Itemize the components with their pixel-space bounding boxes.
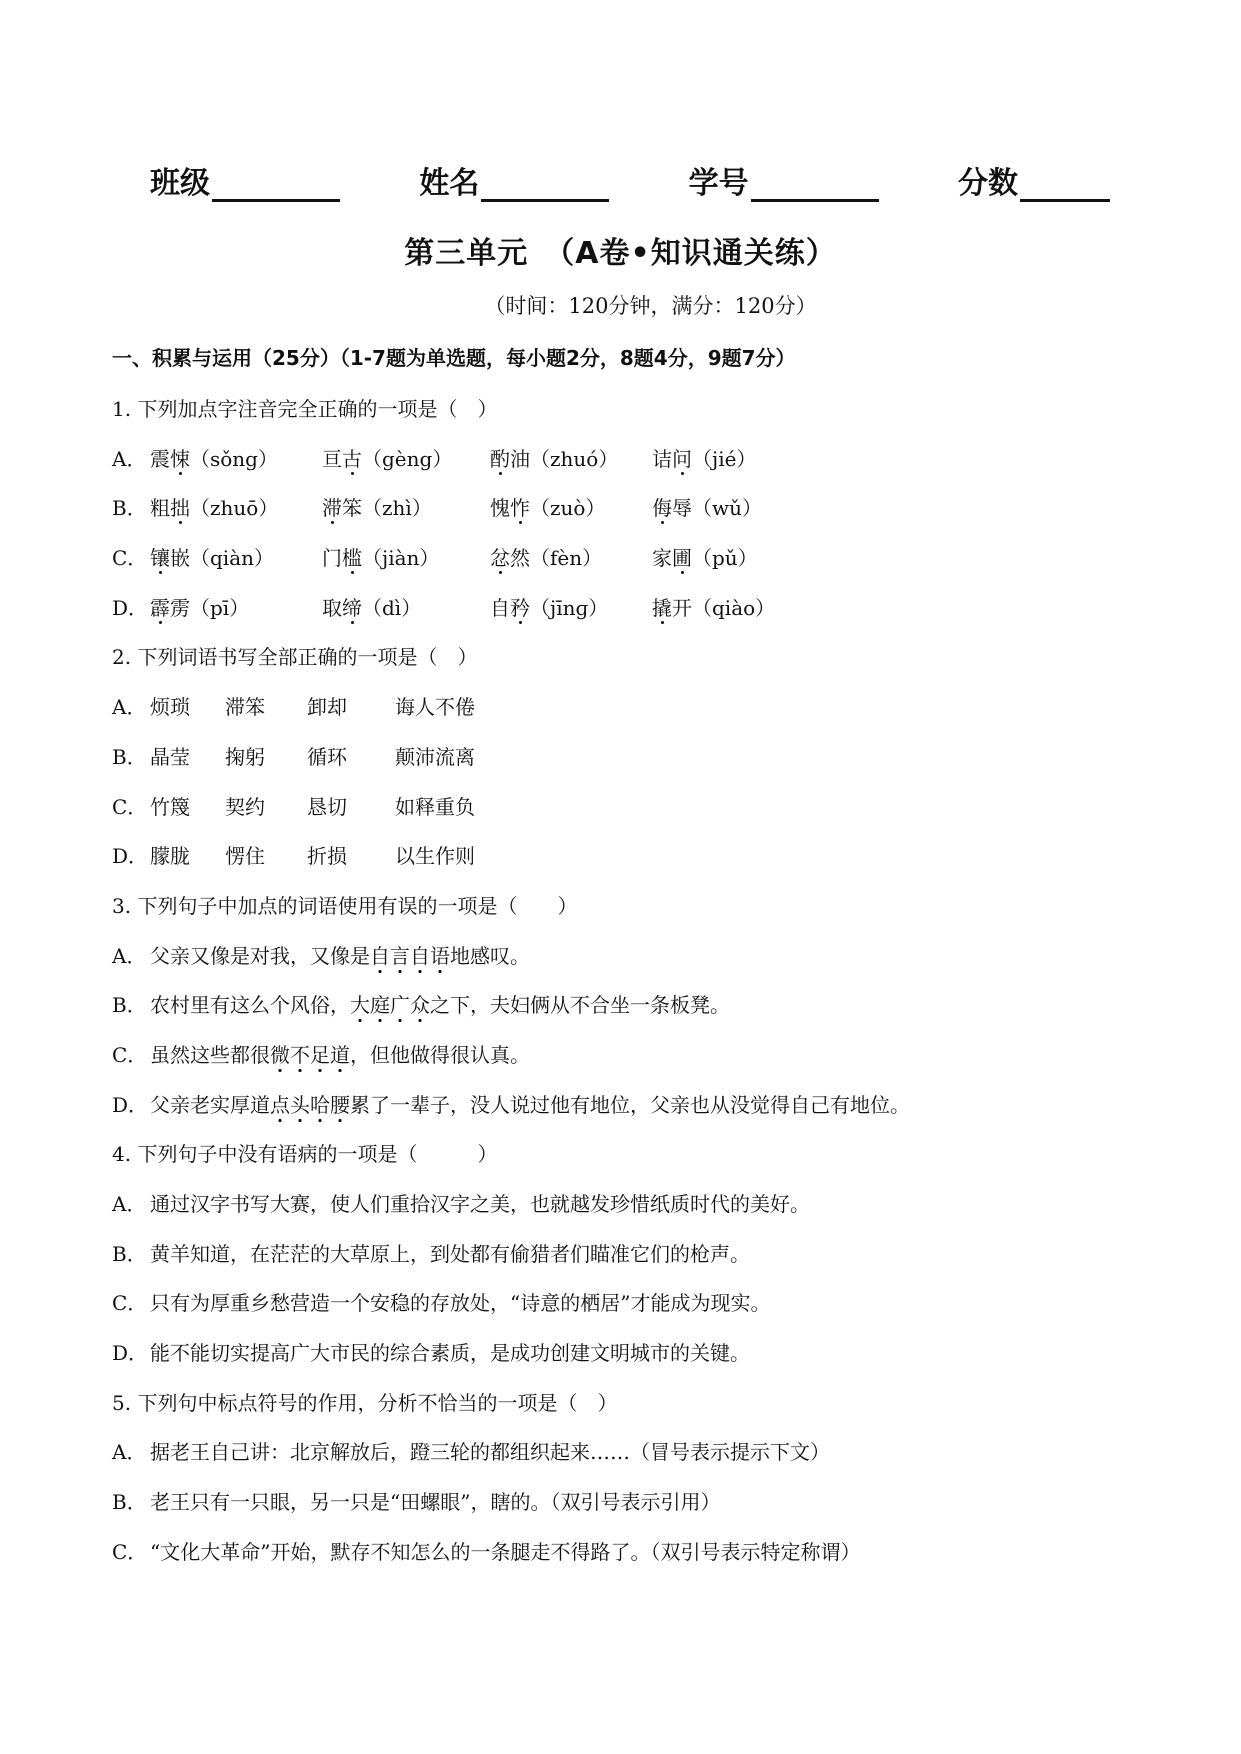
option-word: 契约 <box>225 794 265 819</box>
option-text: “文化大革命”开始，默存不知怎么的一条腿走不得路了。（双引号表示特定称谓） <box>150 1539 861 1564</box>
option-word: 竹篾 <box>150 794 190 819</box>
answer-option[interactable] <box>112 733 1172 783</box>
option-label: A． <box>112 1192 147 1216</box>
option-word: 霹雳（pī） <box>150 595 250 620</box>
option-word: 卸却 <box>307 695 347 720</box>
answer-option[interactable] <box>112 683 1172 733</box>
option-label: C． <box>112 794 148 819</box>
answer-option[interactable] <box>112 783 1172 833</box>
q1-options <box>112 435 1172 634</box>
option-word: 折损 <box>307 844 347 869</box>
dotted-phrase: 大庭广众 <box>350 993 430 1023</box>
answer-option[interactable] <box>112 1528 1172 1578</box>
answer-option[interactable] <box>112 932 1172 982</box>
student-info-row <box>150 158 1110 202</box>
dotted-char: 古 <box>342 446 362 471</box>
option-text: 黄羊知道，在茫茫的大草原上，到处都有偷猎者们瞄准它们的枪声。 <box>150 1241 750 1266</box>
dotted-char: 忿 <box>490 546 510 571</box>
option-word: 酌油（zhuó） <box>490 446 619 471</box>
question-stem: 4. 下列句子中没有语病的一项是（ ） <box>112 1142 498 1167</box>
q4-options <box>112 1180 1172 1379</box>
answer-option[interactable] <box>112 981 1172 1031</box>
option-label: C． <box>112 1042 148 1067</box>
option-label: B． <box>112 496 147 521</box>
option-label: C． <box>112 1539 148 1564</box>
option-word: 掬躬 <box>225 744 265 769</box>
dotted-char: 矜 <box>510 595 530 620</box>
dotted-char: 霹 <box>150 595 170 620</box>
option-label: B． <box>112 993 147 1018</box>
name-label: 姓名 <box>419 166 480 201</box>
option-word: 朦胧 <box>150 844 190 869</box>
option-word: 门槛（jiàn） <box>322 546 440 571</box>
dotted-char: 拙 <box>170 496 190 521</box>
option-text: 能不能切实提高广大市民的综合素质，是成功创建文明城市的关键。 <box>150 1341 750 1366</box>
option-word: 取缔（dì） <box>322 595 422 620</box>
class-blank[interactable] <box>212 165 340 202</box>
option-word: 晶莹 <box>150 744 190 769</box>
question-stem: 5. 下列句中标点符号的作用，分析不恰当的一项是（ ） <box>112 1390 618 1415</box>
option-word: 亘古（gèng） <box>322 446 453 471</box>
answer-option[interactable] <box>112 584 1172 634</box>
answer-option[interactable] <box>112 1180 1172 1230</box>
option-label: D． <box>112 1092 149 1117</box>
option-label: A． <box>112 695 147 720</box>
questions <box>112 385 1172 1578</box>
option-text: 通过汉字书写大赛，使人们重拾汉字之美，也就越发珍惜纸质时代的美好。 <box>150 1192 810 1216</box>
option-word: 家圃（pǔ） <box>652 546 758 571</box>
score-blank[interactable] <box>1020 165 1110 202</box>
score-field <box>958 158 1110 202</box>
option-word: 自矜（jīnɡ） <box>490 595 609 620</box>
dotted-phrase: 微不足道 <box>270 1043 350 1073</box>
dotted-char: 镶 <box>150 546 170 571</box>
answer-option[interactable] <box>112 484 1172 534</box>
dotted-char: 撬 <box>652 595 672 620</box>
unit-title: 第三单元 （A卷•知识通关练） <box>404 236 837 271</box>
option-text: 虽然这些都很微不足道，但他做得很认真。 <box>150 1031 530 1081</box>
option-word: 震悚（sǒng） <box>150 446 278 471</box>
dotted-char: 怍 <box>510 496 530 521</box>
dotted-char: 滞 <box>322 496 342 521</box>
option-word: 愧怍（zuò） <box>490 496 606 521</box>
question-stem: 3. 下列句子中加点的词语使用有误的一项是（ ） <box>112 893 578 918</box>
option-label: C． <box>112 1291 148 1316</box>
option-text: 老王只有一只眼，另一只是“田螺眼”，瞎的。（双引号表示引用） <box>150 1490 721 1515</box>
option-label: A． <box>112 1440 147 1465</box>
option-word: 烦琐 <box>150 695 190 720</box>
answer-option[interactable] <box>112 1329 1172 1379</box>
number-label: 学号 <box>688 166 749 201</box>
dotted-char: 圃 <box>672 546 692 571</box>
class-label: 班级 <box>150 166 210 201</box>
time-info: （时间：120分钟，满分：120分） <box>484 294 817 318</box>
option-word: 撬开（qiào） <box>652 595 776 620</box>
dotted-char: 酌 <box>490 446 510 471</box>
answer-option[interactable] <box>112 1478 1172 1528</box>
dotted-char: 侮 <box>652 496 672 521</box>
answer-option[interactable] <box>112 1428 1172 1478</box>
dotted-char: 槛 <box>342 546 362 571</box>
answer-option[interactable] <box>112 1230 1172 1280</box>
answer-option[interactable] <box>112 832 1172 882</box>
answer-option[interactable] <box>112 435 1172 485</box>
q5-options <box>112 1428 1172 1577</box>
option-text: 只有为厚重乡愁营造一个安稳的存放处，“诗意的栖居”才能成为现实。 <box>150 1291 771 1316</box>
dotted-char: 悚 <box>170 446 190 471</box>
dotted-char: 问 <box>672 446 692 471</box>
option-word: 忿然（fèn） <box>490 546 603 571</box>
name-blank[interactable] <box>481 165 609 202</box>
option-word: 颠沛流离 <box>395 744 475 769</box>
dotted-phrase: 点头哈腰 <box>270 1093 350 1123</box>
option-text: 父亲老实厚道点头哈腰累了一辈子，没人说过他有地位，父亲也从没觉得自己有地位。 <box>150 1081 910 1131</box>
option-word: 侮辱（wǔ） <box>652 496 762 521</box>
answer-option[interactable] <box>112 534 1172 584</box>
answer-option[interactable] <box>112 1279 1172 1329</box>
option-word: 诲人不倦 <box>395 695 475 720</box>
option-label: A． <box>112 943 147 968</box>
option-word: 循环 <box>307 744 347 769</box>
answer-option[interactable] <box>112 1081 1172 1131</box>
name-field <box>419 158 609 202</box>
option-word: 诘问（jié） <box>652 446 757 471</box>
option-label: D． <box>112 1341 149 1366</box>
option-label: B． <box>112 1490 147 1515</box>
option-word: 镶嵌（qiàn） <box>150 546 275 571</box>
option-word: 粗拙（zhuō） <box>150 496 279 521</box>
number-blank[interactable] <box>751 165 879 202</box>
score-label: 分数 <box>957 166 1018 201</box>
option-text: 据老王自己讲：北京解放后，蹬三轮的都组织起来……（冒号表示提示下文） <box>150 1440 830 1465</box>
q2-options <box>112 683 1172 882</box>
section-title: 一、积累与运用（25分）（1-7题为单选题，每小题2分，8题4分，9题7分） <box>112 346 796 370</box>
option-word: 以生作则 <box>395 844 475 869</box>
option-word: 如释重负 <box>395 794 475 819</box>
question-stem: 2. 下列词语书写全部正确的一项是（ ） <box>112 645 478 670</box>
option-word: 愣住 <box>225 844 265 869</box>
dotted-phrase: 自言自语 <box>370 944 450 974</box>
option-word: 滞笨 <box>225 695 265 720</box>
option-text: 父亲又像是对我，又像是自言自语地感叹。 <box>150 932 530 982</box>
class-field <box>150 158 340 202</box>
option-label: B． <box>112 1241 147 1266</box>
option-label: A． <box>112 446 147 471</box>
answer-option[interactable] <box>112 1031 1172 1081</box>
number-field <box>689 158 879 202</box>
option-label: D． <box>112 844 149 869</box>
option-word: 恳切 <box>307 794 347 819</box>
option-label: C． <box>112 546 148 571</box>
option-text: 农村里有这么个风俗，大庭广众之下，夫妇俩从不合坐一条板凳。 <box>150 981 730 1031</box>
q3-options <box>112 932 1172 1131</box>
dotted-char: 缔 <box>342 595 362 620</box>
option-word: 滞笨（zhì） <box>322 496 432 521</box>
option-label: B． <box>112 744 147 769</box>
option-label: D． <box>112 595 149 620</box>
question-stem: 1. 下列加点字注音完全正确的一项是（ ） <box>112 397 498 421</box>
